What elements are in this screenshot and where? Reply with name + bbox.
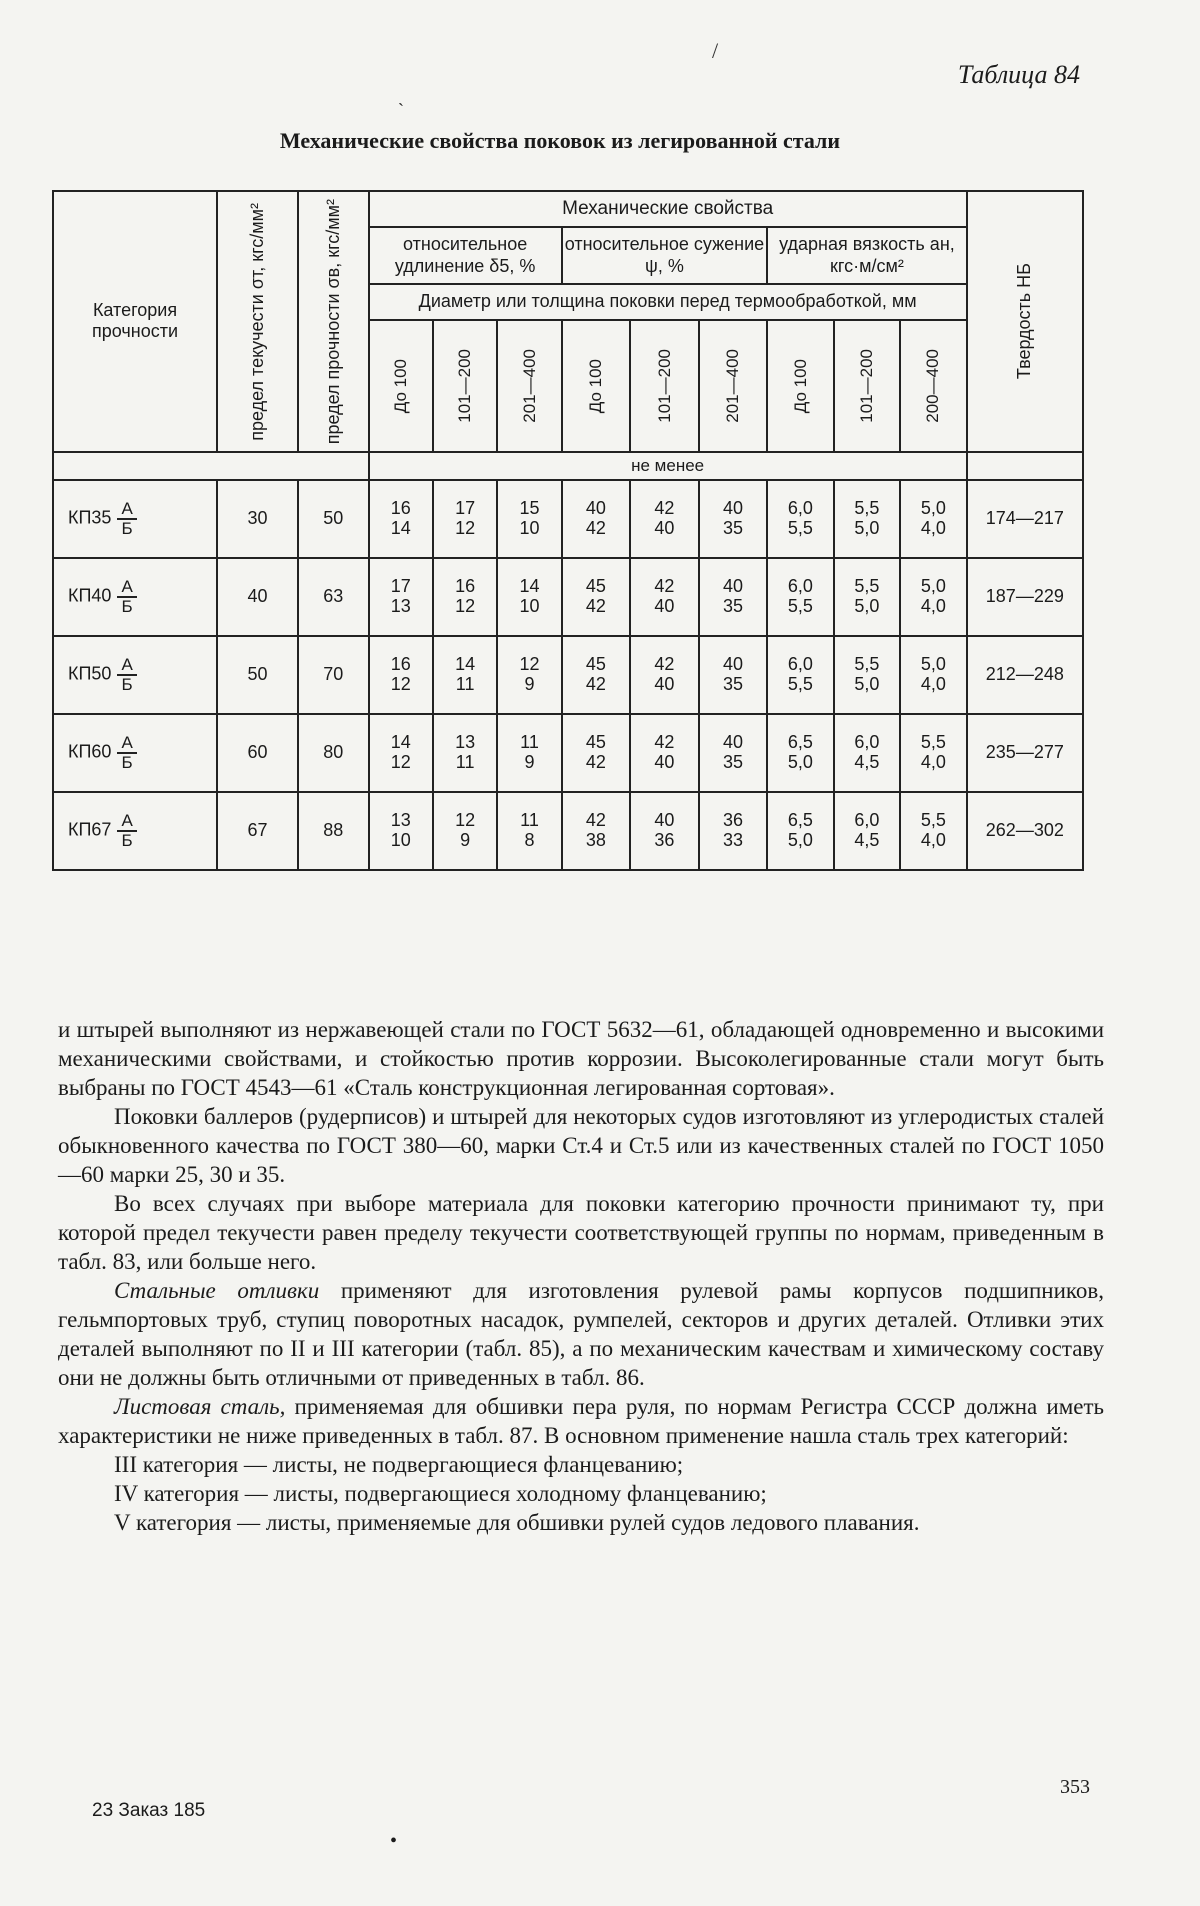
value-cell <box>900 558 967 636</box>
value-a: 5,0 <box>920 497 946 518</box>
header-diameter: Диаметр или толщина поковки перед термообработкой, мм <box>369 284 967 320</box>
paragraph: Поковки баллеров (рудерписов) и штырей для некоторых судов изготовляют из углеродистых сталей обыкновенного качества по ГОСТ 380—60, марки Ст.4 и Ст.5 или из качественных сталей по ГОСТ 1050—60 марки 25, 30 и 35. <box>58 1104 1104 1187</box>
value-pair <box>498 577 560 617</box>
value-a: 15 <box>519 497 540 518</box>
value-b: 5,0 <box>787 751 813 772</box>
value-a: 6,5 <box>787 731 813 752</box>
footer-order: 23 Заказ 185 <box>92 1800 206 1821</box>
value-b: 9 <box>460 829 471 850</box>
value-a: 45 <box>585 731 606 752</box>
value-cell <box>630 636 699 714</box>
value-b: 4,5 <box>854 829 880 850</box>
category-cell <box>53 636 217 714</box>
value-a: 16 <box>390 497 411 518</box>
value-a: 40 <box>654 809 675 830</box>
value-pair <box>434 811 496 851</box>
range-label: 200—400 <box>923 348 943 423</box>
italic-term: Стальные отливки <box>114 1278 320 1303</box>
value-cell <box>369 714 433 792</box>
range-label: 201—400 <box>519 348 539 423</box>
value-pair <box>631 811 698 851</box>
table-row <box>53 792 1083 870</box>
value-a: 14 <box>519 575 540 596</box>
value-pair <box>563 499 630 539</box>
value-pair <box>434 655 496 695</box>
hardness-cell: 187—229 <box>967 558 1083 636</box>
value-a: 6,0 <box>854 731 880 752</box>
value-cell <box>630 480 699 558</box>
paragraph <box>58 1276 1104 1392</box>
value-cell <box>497 636 561 714</box>
value-pair <box>835 655 899 695</box>
value-b: 14 <box>390 517 411 538</box>
value-a: 17 <box>455 497 476 518</box>
value-a: 5,0 <box>920 653 946 674</box>
range-label: 101—200 <box>455 348 475 423</box>
value-b: 13 <box>390 595 411 616</box>
range-label: До 100 <box>790 358 810 413</box>
value-cell <box>900 714 967 792</box>
grade-a: А <box>117 812 136 832</box>
table-row <box>53 480 1083 558</box>
value-a: 40 <box>722 575 743 596</box>
category-name: КП60 <box>68 741 112 762</box>
value-a: 6,0 <box>787 575 813 596</box>
value-pair <box>901 811 966 851</box>
value-b: 42 <box>585 595 606 616</box>
grade-b: Б <box>121 674 133 694</box>
value-a: 6,5 <box>787 809 813 830</box>
value-cell <box>433 636 497 714</box>
value-pair <box>370 577 432 617</box>
paragraph-rest: применяют для изготовления рулевой рамы корпусов подшипников, гельмпортовых труб, ступиц поворотных насадок, румпелей, секторов и других деталей. Отливки этих деталей выполняют по II и III категории (табл. 85), а по механическим качествам и химическому составу они не должны быть отличными от приведенных в табл. 86. <box>58 1278 1104 1390</box>
value-pair <box>370 733 432 773</box>
value-b: 5,0 <box>854 517 880 538</box>
value-b: 5,5 <box>787 517 813 538</box>
value-pair <box>370 811 432 851</box>
value-cell <box>834 558 900 636</box>
value-b: 42 <box>585 673 606 694</box>
value-a: 42 <box>654 653 675 674</box>
range-label: До 100 <box>586 358 605 413</box>
value-pair <box>498 655 560 695</box>
value-a: 36 <box>722 809 743 830</box>
value-b: 35 <box>722 595 743 616</box>
range-label: 101—200 <box>654 348 674 423</box>
yield-cell: 67 <box>217 792 298 870</box>
header-hardness-text: Твердость НБ <box>1014 263 1035 380</box>
grade-fraction <box>117 578 136 616</box>
scan-mark: / <box>712 38 719 63</box>
category-line: V категория — листы, применяемые для обшивки рулей судов ледового плавания. <box>114 1510 920 1535</box>
value-pair <box>700 499 767 539</box>
category-cell <box>53 480 217 558</box>
value-pair <box>901 655 966 695</box>
table-row <box>53 558 1083 636</box>
value-a: 13 <box>390 809 411 830</box>
value-a: 5,5 <box>920 731 946 752</box>
value-b: 5,0 <box>854 595 880 616</box>
value-b: 4,0 <box>920 829 946 850</box>
value-b: 4,0 <box>920 673 946 694</box>
header-strength <box>298 191 369 452</box>
value-pair <box>434 733 496 773</box>
value-b: 4,5 <box>854 751 880 772</box>
value-a: 6,0 <box>787 653 813 674</box>
value-cell <box>497 480 561 558</box>
category-cell <box>53 792 217 870</box>
min-spacer <box>53 452 369 480</box>
value-cell <box>562 558 631 636</box>
value-cell <box>699 558 768 636</box>
range-header <box>767 320 833 452</box>
value-a: 6,0 <box>854 809 880 830</box>
value-b: 5,0 <box>854 673 880 694</box>
table-row <box>53 714 1083 792</box>
value-cell <box>834 636 900 714</box>
value-a: 16 <box>390 653 411 674</box>
header-impact: ударная вязкость aн, кгс·м/см² <box>767 227 966 284</box>
value-b: 10 <box>519 517 540 538</box>
value-pair <box>370 655 432 695</box>
value-a: 12 <box>455 809 476 830</box>
value-a: 14 <box>390 731 411 752</box>
value-a: 42 <box>654 497 675 518</box>
grade-fraction <box>117 500 136 538</box>
value-b: 9 <box>524 673 535 694</box>
value-cell <box>630 792 699 870</box>
category-cell <box>53 558 217 636</box>
value-b: 35 <box>722 517 743 538</box>
value-pair <box>901 499 966 539</box>
value-pair <box>434 499 496 539</box>
value-cell <box>497 792 561 870</box>
hardness-cell: 235—277 <box>967 714 1083 792</box>
value-a: 13 <box>455 731 476 752</box>
header-category: Категория прочности <box>53 191 217 452</box>
value-pair <box>835 733 899 773</box>
value-pair <box>901 577 966 617</box>
value-a: 5,5 <box>854 497 880 518</box>
value-b: 33 <box>722 829 743 850</box>
value-pair <box>768 733 832 773</box>
value-b: 40 <box>654 517 675 538</box>
hardness-cell: 262—302 <box>967 792 1083 870</box>
grade-a: А <box>117 578 136 598</box>
value-b: 12 <box>390 751 411 772</box>
header-elongation: относительное удлинение δ5, % <box>369 227 562 284</box>
value-cell <box>562 792 631 870</box>
value-b: 11 <box>455 751 475 772</box>
range-label: 201—400 <box>723 348 743 423</box>
strength-cell: 70 <box>298 636 369 714</box>
value-cell <box>900 480 967 558</box>
value-cell <box>433 792 497 870</box>
value-a: 42 <box>654 575 675 596</box>
value-pair <box>498 733 560 773</box>
range-header <box>497 320 561 452</box>
table-body <box>53 480 1083 870</box>
strength-cell: 50 <box>298 480 369 558</box>
value-b: 35 <box>722 673 743 694</box>
range-header <box>900 320 967 452</box>
value-cell <box>562 636 631 714</box>
value-cell <box>433 558 497 636</box>
range-label: 101—200 <box>856 348 876 423</box>
yield-cell: 60 <box>217 714 298 792</box>
value-cell <box>497 558 561 636</box>
value-pair <box>700 655 767 695</box>
value-a: 40 <box>585 497 606 518</box>
value-pair <box>768 811 832 851</box>
value-cell <box>369 558 433 636</box>
min-label: не менее <box>369 452 967 480</box>
value-a: 5,5 <box>854 653 880 674</box>
value-a: 40 <box>722 497 743 518</box>
value-b: 9 <box>524 751 535 772</box>
value-b: 5,0 <box>787 829 813 850</box>
category-cell <box>53 714 217 792</box>
grade-fraction <box>117 656 136 694</box>
value-b: 10 <box>390 829 411 850</box>
header-narrowing: относительное сужение ψ, % <box>562 227 768 284</box>
value-pair <box>835 811 899 851</box>
value-pair <box>631 733 698 773</box>
paragraph: и штырей выполняют из нержавеющей стали по ГОСТ 5632—61, обладающей одновременно и высокими механическими свойствами, и стойкостью против коррозии. Высоколегированные стали могут быть выбраны по ГОСТ 4543—61 «Сталь конструкционная легированная сортовая». <box>58 1017 1104 1100</box>
range-header <box>834 320 900 452</box>
value-cell <box>767 636 833 714</box>
value-b: 42 <box>585 517 606 538</box>
yield-cell: 50 <box>217 636 298 714</box>
value-cell <box>433 480 497 558</box>
value-b: 40 <box>654 673 675 694</box>
value-pair <box>700 733 767 773</box>
value-b: 38 <box>585 829 606 850</box>
value-b: 11 <box>455 673 475 694</box>
grade-a: А <box>117 734 136 754</box>
value-cell <box>369 636 433 714</box>
range-header <box>433 320 497 452</box>
value-a: 5,5 <box>854 575 880 596</box>
value-cell <box>562 714 631 792</box>
value-cell <box>699 714 768 792</box>
table-row <box>53 636 1083 714</box>
category-line: III категория — листы, не подвергающиеся фланцеванию; <box>114 1452 684 1477</box>
header-strength-text: предел прочности σв, кгс/мм² <box>322 198 343 445</box>
value-cell <box>767 714 833 792</box>
value-pair <box>563 655 630 695</box>
value-cell <box>699 636 768 714</box>
category-name: КП50 <box>68 663 112 684</box>
value-a: 6,0 <box>787 497 813 518</box>
value-pair <box>835 577 899 617</box>
range-header <box>562 320 631 452</box>
header-yield <box>217 191 298 452</box>
value-b: 8 <box>524 829 535 850</box>
value-pair <box>563 733 630 773</box>
grade-a: А <box>117 656 136 676</box>
range-header <box>630 320 699 452</box>
value-b: 10 <box>519 595 540 616</box>
header-hardness <box>967 191 1083 452</box>
value-a: 11 <box>520 809 539 830</box>
grade-b: Б <box>121 596 133 616</box>
paragraph-rest: применяемая для обшивки пера руля, по нормам Регистра СССР должна иметь характеристики не ниже приведенных в табл. 87. В основном применение нашла сталь трех категорий: <box>58 1394 1104 1448</box>
header-yield-text: предел текучести σт, кгс/мм² <box>247 202 268 441</box>
strength-cell: 88 <box>298 792 369 870</box>
value-pair <box>700 811 767 851</box>
grade-b: Б <box>121 752 133 772</box>
value-b: 36 <box>654 829 675 850</box>
value-pair <box>563 811 630 851</box>
value-cell <box>369 480 433 558</box>
paragraph <box>58 1392 1104 1450</box>
value-pair <box>901 733 966 773</box>
table-number: Таблица 84 <box>957 60 1080 89</box>
value-cell <box>630 558 699 636</box>
value-pair <box>768 655 832 695</box>
hardness-cell: 174—217 <box>967 480 1083 558</box>
value-b: 12 <box>455 517 476 538</box>
value-pair <box>498 499 560 539</box>
range-label: До 100 <box>390 358 410 413</box>
value-cell <box>497 714 561 792</box>
hardness-cell: 212—248 <box>967 636 1083 714</box>
value-pair <box>631 499 698 539</box>
range-header <box>699 320 768 452</box>
yield-cell: 30 <box>217 480 298 558</box>
value-cell <box>699 480 768 558</box>
value-cell <box>900 636 967 714</box>
range-header <box>369 320 433 452</box>
value-pair <box>370 499 432 539</box>
value-a: 14 <box>455 653 476 674</box>
value-a: 45 <box>585 653 606 674</box>
value-b: 5,5 <box>787 595 813 616</box>
page-number: 353 <box>1060 1776 1090 1798</box>
value-a: 11 <box>520 731 539 752</box>
value-a: 45 <box>585 575 606 596</box>
value-cell <box>767 480 833 558</box>
category-name: КП40 <box>68 585 112 606</box>
scan-mark: • <box>390 1830 398 1852</box>
grade-fraction <box>117 734 136 772</box>
grade-fraction <box>117 812 136 850</box>
value-a: 5,0 <box>920 575 946 596</box>
value-a: 12 <box>519 653 540 674</box>
table-title: Механические свойства поковок из легированной стали <box>279 128 841 153</box>
value-b: 4,0 <box>920 595 946 616</box>
value-b: 12 <box>390 673 411 694</box>
yield-cell: 40 <box>217 558 298 636</box>
value-a: 42 <box>654 731 675 752</box>
value-a: 5,5 <box>920 809 946 830</box>
category-line: IV категория — листы, подвергающиеся холодному фланцеванию; <box>114 1481 767 1506</box>
value-pair <box>631 655 698 695</box>
value-pair <box>563 577 630 617</box>
properties-table <box>52 190 1084 871</box>
value-cell <box>562 480 631 558</box>
min-spacer <box>967 452 1083 480</box>
value-pair <box>700 577 767 617</box>
value-b: 4,0 <box>920 751 946 772</box>
value-a: 42 <box>585 809 606 830</box>
value-b: 40 <box>654 751 675 772</box>
value-cell <box>834 792 900 870</box>
value-a: 40 <box>722 731 743 752</box>
strength-cell: 80 <box>298 714 369 792</box>
value-cell <box>630 714 699 792</box>
value-cell <box>699 792 768 870</box>
value-a: 40 <box>722 653 743 674</box>
value-a: 17 <box>390 575 411 596</box>
scan-mark: ` <box>398 100 404 120</box>
strength-cell: 63 <box>298 558 369 636</box>
value-b: 5,5 <box>787 673 813 694</box>
value-cell <box>834 714 900 792</box>
grade-b: Б <box>121 830 133 850</box>
value-cell <box>900 792 967 870</box>
value-pair <box>768 499 832 539</box>
value-b: 12 <box>455 595 476 616</box>
header-mech-props: Механические свойства <box>369 191 967 227</box>
value-pair <box>768 577 832 617</box>
grade-b: Б <box>121 518 133 538</box>
grade-a: А <box>117 500 136 520</box>
value-cell <box>767 792 833 870</box>
paragraph: Во всех случаях при выборе материала для поковки категорию прочности принимают ту, при которой предел текучести равен пределу текучести соответствующей группы по нормам, приведенным в табл. 83, или больше него. <box>58 1191 1104 1274</box>
value-b: 35 <box>722 751 743 772</box>
value-a: 16 <box>455 575 476 596</box>
category-name: КП67 <box>68 819 112 840</box>
value-pair <box>631 577 698 617</box>
value-cell <box>767 558 833 636</box>
body-text <box>58 1015 1104 1537</box>
category-name: КП35 <box>68 507 112 528</box>
value-cell <box>369 792 433 870</box>
value-pair <box>498 811 560 851</box>
value-b: 40 <box>654 595 675 616</box>
value-cell <box>834 480 900 558</box>
italic-term: Листовая сталь, <box>114 1394 286 1419</box>
value-pair <box>835 499 899 539</box>
value-b: 4,0 <box>920 517 946 538</box>
value-b: 42 <box>585 751 606 772</box>
value-cell <box>433 714 497 792</box>
value-pair <box>434 577 496 617</box>
